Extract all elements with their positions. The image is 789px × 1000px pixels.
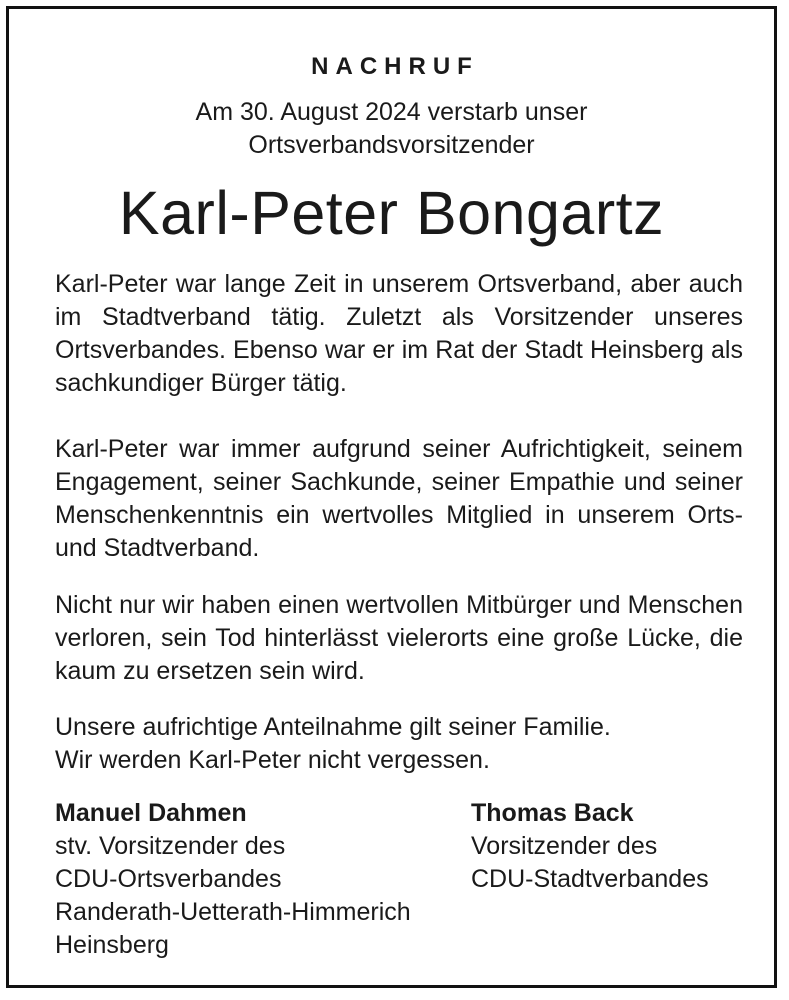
paragraph-3: Nicht nur wir haben einen wertvollen Mitbürger und Menschen verloren, sein Tod hinterlässt vielerorts eine große Lücke, die kaum zu ersetzen sein wird. [55, 591, 743, 685]
closing-text [55, 711, 743, 777]
signatory-name: Thomas Back [471, 799, 634, 827]
signatory-title-line: Heinsberg [55, 931, 169, 959]
closing-line-1: Unsere aufrichtige Anteilnahme gilt seiner Familie. [55, 713, 611, 741]
signatory-left [55, 797, 475, 962]
signatory-right [471, 797, 771, 896]
closing-line-2: Wir werden Karl-Peter nicht vergessen. [55, 746, 490, 774]
signatory-title-line: CDU-Stadtverbandes [471, 865, 709, 893]
signatory-title-line: Randerath-Uetterath-Himmerich [55, 898, 411, 926]
paragraph-2: Karl-Peter war immer aufgrund seiner Aufrichtigkeit, seinem Engagement, seiner Sachkunde, seiner Empathie und seiner Menschenkenntnis ein wertvolles Mitglied in unserem Orts- und Stadtverband. [55, 435, 743, 562]
intro-line-1: Am 30. August 2024 verstarb unser [195, 98, 588, 126]
paragraph-1: Karl-Peter war lange Zeit in unserem Ortsverband, aber auch im Stadtverband tätig. Zuletzt als Vorsitzender unseres Ortsverbandes. Ebenso war er im Rat der Stadt Heinsberg als sachkundiger Bürger tätig. [55, 270, 743, 397]
signatory-name: Manuel Dahmen [55, 799, 247, 827]
notice-heading: NACHRUF [311, 53, 479, 80]
intro-text [9, 96, 774, 162]
intro-line-2: Ortsverbandsvorsitzender [248, 131, 535, 159]
signatory-title-line: Vorsitzender des [471, 832, 658, 860]
obituary-notice [6, 6, 777, 988]
signatory-title-line: stv. Vorsitzender des [55, 832, 286, 860]
signatory-title-line: CDU-Ortsverbandes [55, 865, 282, 893]
deceased-name: Karl-Peter Bongartz [118, 179, 665, 247]
